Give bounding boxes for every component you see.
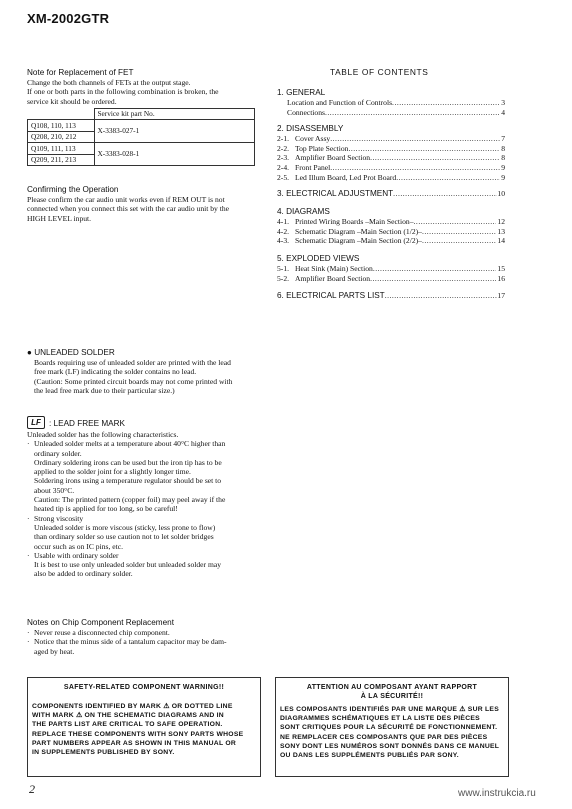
fet-line: service kit should be ordered. [27,96,117,106]
bullet-line: than ordinary solder so use caution not to let solder bridges [34,532,214,542]
unleaded-line: the lead free mark due to their particular size.) [34,385,175,395]
safety-line: NE REMPLACER CES COMPOSANTS QUE PAR DES PIÈCES [280,733,488,741]
characteristics [27,430,256,579]
safety-line: COMPONENTS IDENTIFIED BY MARK ⚠ OR DOTTED LINE [32,703,233,710]
toc [277,88,505,301]
toc-heading: 5. EXPLODED VIEWS [277,253,360,263]
bullet-dot-icon: ● [27,348,32,357]
toc-page: 7 [501,134,505,144]
toc-label: Schematic Diagram –Main Section (2/2)– [295,236,422,246]
bullet-line: It is best to use only unleaded solder but unleaded solder may [34,560,222,570]
toc-num: 2-4. [277,162,290,172]
safety-title-fr: ATTENTION AU COMPOSANT AYANT RAPPORT [306,684,478,691]
toc-page: 17 [497,291,505,301]
toc-label: Amplifier Board Section [295,273,371,283]
safety-title-fr: À LA SÉCURITÉ!! [360,693,424,700]
bullet-line: aged by heat. [34,646,75,656]
safety-line: SONY DONT LES NUMÉROS SONT DONNÉS DANS CE MANUEL [280,742,500,750]
safety-line: IN SUPPLEMENTS PUBLISHED BY SONY. [32,749,175,757]
toc-page: 15 [497,263,505,273]
unleaded-line: Boards requiring use of unleaded solder are printed with the lead [34,358,231,367]
bullet-line: occur such as on IC pins, etc. [34,541,123,551]
toc-page: 9 [501,172,505,182]
confirm-line: HIGH LEVEL input. [27,213,92,223]
bullet-line: also be added to ordinary solder. [34,569,133,579]
toc-num: 4-1. [277,217,290,227]
table-cell: Q108, 110, 113 [28,120,95,132]
lead-free-mark [27,413,256,431]
lead-free-label: : LEAD FREE MARK [49,419,125,428]
confirm-line: Please confirm the car audio unit works even if REM OUT is not [27,195,225,204]
toc-page: 9 [501,162,505,172]
toc-label: Schematic Diagram –Main Section (1/2)– [295,226,422,236]
toc-heading: 2. DISASSEMBLY [277,124,344,134]
toc-page: 4 [501,107,505,117]
unleaded-line: free mark (LF) indicating the solder contains no lead. [34,367,197,377]
lead-free-icon: LF [27,416,45,429]
safety-line: SONT CRITIQUES POUR LA SÉCURITÉ DE FONCTIONNEMENT. [280,724,498,732]
table-cell: X-3383-028-1 [94,143,255,166]
toc-entry[interactable] [277,274,505,284]
bullet-icon: · [27,628,30,637]
toc-num: 2-5. [277,172,290,182]
toc-num: 5-2. [277,273,290,283]
toc-page: 16 [497,273,505,283]
toc-entry[interactable] [277,98,505,108]
toc-entry[interactable] [277,189,505,199]
table-cell: Q208, 210, 212 [28,131,95,143]
toc-entry[interactable] [277,236,505,246]
list-item [27,637,256,656]
toc-label: Printed Wiring Boards –Main Section– [295,217,414,227]
safety-line: PART NUMBERS APPEAR AS SHOWN IN THIS MANUAL OR [32,739,237,747]
model-title: XM-2002GTR [27,11,110,26]
bullet-icon: · [27,550,30,560]
fet-line: Change the both channels of FETs at the output stage. [27,78,191,87]
bullet-line: Ordinary soldering irons can be used but the iron tip has to be [34,457,222,467]
toc-page: 8 [501,153,505,163]
table-cell: Q209, 211, 213 [28,154,95,166]
unleaded-line: (Caution: Some printed circuit boards may not come printed with [34,376,233,386]
chip-notes [27,618,256,656]
service-kit-table [27,108,255,167]
bullet-icon: · [27,513,30,523]
toc-label: Top Plate Section [295,143,349,153]
bullet-line: Usable with ordinary solder [34,550,119,560]
toc-label: Cover Assy [295,134,331,144]
bullet-line: Notice that the minus side of a tantalum capacitor may be dam- [34,637,227,647]
confirm-line: connected when you connect this set with the car audio unit by the [27,204,230,214]
toc-num: 4-2. [277,226,290,236]
safety-title-en: SAFETY-RELATED COMPONENT WARNING!! [63,684,225,691]
toc-num: 2-2. [277,143,290,153]
bullet-line: Unleaded solder is more viscous (sticky, less prone to flow) [34,522,216,532]
toc-entry[interactable] [277,153,505,163]
toc-num: 5-1. [277,263,290,273]
table-header: Service kit part No. [94,108,255,120]
safety-line: DIAGRAMMES SCHÉMATIQUES ET LA LISTE DES PIÈCES [280,715,480,723]
toc-entry[interactable] [277,291,505,301]
toc-page: 10 [497,189,505,199]
toc-entry[interactable] [277,227,505,237]
toc-label: Connections [287,107,325,117]
fet-line: If one or both parts in the following combination is broken, the [27,87,219,97]
safety-warning-fr [275,677,509,777]
toc-title: TABLE OF CONTENTS [330,67,429,77]
toc-num: 2-1. [277,134,290,144]
bullet-icon: · [27,439,30,449]
confirm-title: Confirming the Operation [27,185,119,194]
toc-page: 13 [497,226,505,236]
safety-line: OU DANS LES SUPPLÉMENTS PUBLIÉS PAR SONY. [280,752,459,760]
toc-page: 12 [497,217,505,227]
bullet-line: Caution: The printed pattern (copper foil) may peel away if the [34,495,226,505]
toc-label: Location and Function of Controls [287,98,393,107]
toc-heading: 1. GENERAL [277,88,326,97]
toc-label: Heat Sink (Main) Section [295,263,373,273]
toc-num: 4-3. [277,236,290,246]
unleaded-title-text: UNLEADED SOLDER [34,348,115,357]
bullet-line: Unleaded solder melts at a temperature about 40°C higher than [34,439,226,449]
toc-label: Amplifier Board Section [295,153,371,163]
safety-warning-en [27,677,261,777]
unleaded-section [27,348,256,395]
list-item [27,551,256,579]
toc-heading: 3. ELECTRICAL ADJUSTMENT [277,189,394,199]
fet-note [27,68,256,166]
list-item [27,628,256,637]
toc-page: 3 [501,98,505,107]
unleaded-title [27,348,256,358]
page-number: 2 [29,782,35,796]
list-item [27,514,256,551]
toc-label: Led Illum Board, Led Prot Board [295,172,397,182]
table-cell: Q109, 111, 113 [28,143,95,155]
safety-line: LES COMPOSANTS IDENTIFIÉS PAR UNE MARQUE ⚠ SUR LES [280,706,499,713]
bullet-line: applied to the solder joint for a slightly longer time. [34,467,191,477]
bullet-line: about 350°C. [34,485,75,495]
toc-entry[interactable] [277,163,505,173]
toc-num: 2-3. [277,153,290,163]
toc-page: 14 [497,236,505,246]
table-cell: X-3383-027-1 [94,120,255,143]
toc-entry[interactable] [277,134,505,144]
safety-line: THE PARTS LIST ARE CRITICAL TO SAFE OPERATION. [32,721,223,729]
chip-title: Notes on Chip Component Replacement [27,618,175,627]
bullet-line: Soldering irons using a temperature regulator should be set to [34,476,222,486]
toc-entry[interactable] [277,264,505,274]
toc-entry[interactable] [277,144,505,154]
safety-line: REPLACE THESE COMPONENTS WITH SONY PARTS WHOSE [32,730,244,738]
toc-heading: 4. DIAGRAMS [277,207,330,217]
toc-heading: 6. ELECTRICAL PARTS LIST [277,291,385,301]
bullet-line: Never reuse a disconnected chip component. [34,628,170,637]
fet-title: Note for Replacement of FET [27,68,134,77]
table-corner-cell [28,108,95,120]
bullet-line: Strong viscosity [34,513,84,523]
watermark: www.instrukcia.ru [458,788,536,799]
toc-label: Front Panel [295,162,331,172]
toc-entry[interactable] [277,173,505,183]
bullet-icon: · [27,637,30,647]
confirm-section [27,185,256,223]
bullet-line: ordinary solder. [34,448,82,458]
characteristics-intro: Unleaded solder has the following characteristics. [27,430,179,439]
bullet-line: heated tip is applied for too long, so be careful! [34,504,178,514]
toc-page: 8 [501,143,505,153]
safety-line: WITH MARK ⚠ ON THE SCHEMATIC DIAGRAMS AND IN [32,712,224,720]
toc-entry[interactable] [277,108,505,118]
list-item [27,439,256,513]
toc-entry[interactable] [277,217,505,227]
